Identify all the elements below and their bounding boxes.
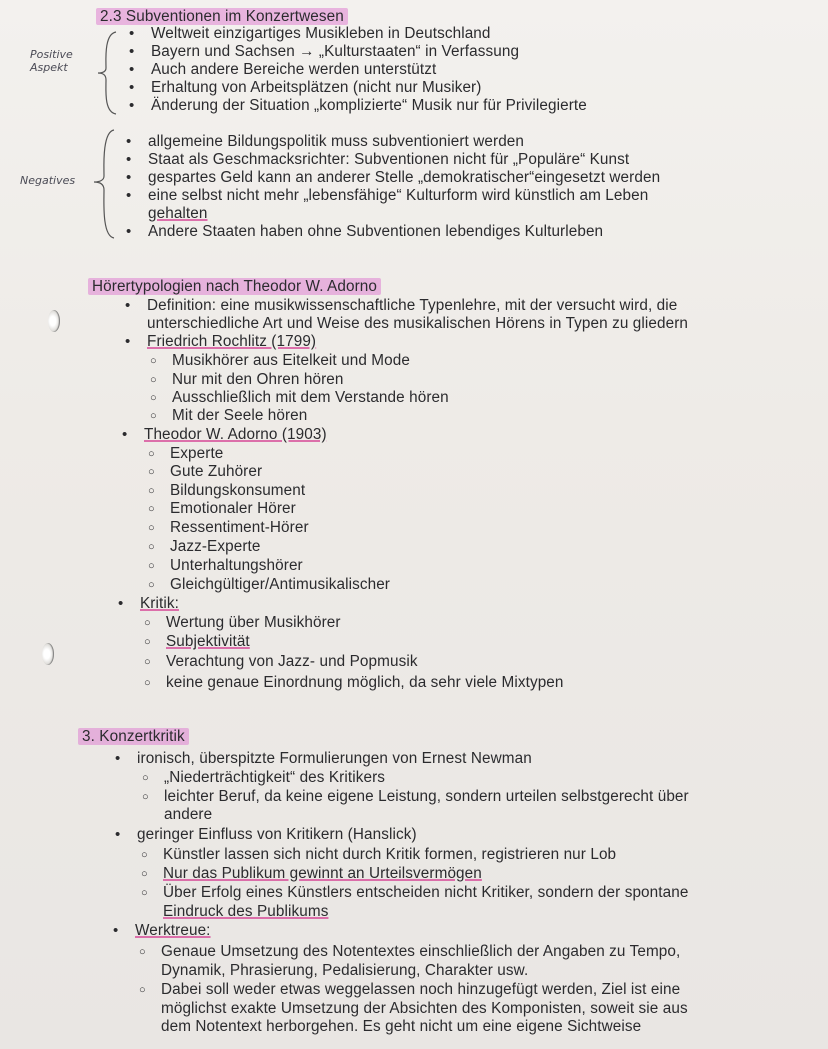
negative-item: • Staat als Geschmacksrichter: Subventionen nicht für „Populäre“ Kunst — [148, 151, 629, 169]
kritik-subitem: ○ „Niederträchtigkeit“ des Kritikers — [164, 769, 385, 787]
kritik-subitem: ○ Dabei soll weder etwas weggelassen noch hinzugefügt werden, Ziel ist eine — [161, 981, 680, 999]
kritik-subitem-continuation: andere — [164, 806, 213, 823]
rochlitz-item: ○ Nur mit den Ohren hören — [172, 371, 344, 389]
kritik-item: ○ Wertung über Musikhörer — [166, 614, 341, 632]
positive-item: • Erhaltung von Arbeitsplätzen (nicht nur Musiker) — [151, 79, 481, 97]
adorno-item: ○ Jazz-Experte — [170, 538, 260, 556]
brace-positive — [94, 30, 120, 116]
brace-negative — [92, 128, 118, 240]
adorno-item: ○ Bildungskonsument — [170, 482, 305, 500]
definition-line: • Definition: eine musikwissenschaftliche Typenlehre, mit der versucht wird, die — [147, 297, 677, 315]
negative-item: • Andere Staaten haben ohne Subventionen lebendiges Kulturleben — [148, 223, 603, 241]
positive-item: • Änderung der Situation „komplizierte“ Musik nur für Privilegierte — [151, 97, 587, 115]
negative-item: • allgemeine Bildungspolitik muss subventioniert werden — [148, 133, 524, 151]
adorno-title: • Theodor W. Adorno (1903) — [144, 426, 327, 444]
adorno-item: ○ Gleichgültiger/Antimusikalischer — [170, 576, 390, 594]
adorno-item: ○ Ressentiment-Hörer — [170, 519, 309, 537]
adorno-item: ○ Unterhaltungshörer — [170, 557, 303, 575]
rochlitz-item: ○ Mit der Seele hören — [172, 407, 307, 425]
rochlitz-item: ○ Ausschließlich mit dem Verstande hören — [172, 389, 449, 407]
rochlitz-title: • Friedrich Rochlitz (1799) — [147, 333, 316, 351]
kritik-subitem: ○ Nur das Publikum gewinnt an Urteilsvermögen — [163, 865, 482, 883]
handwritten-positive-label: Positive Aspekt — [30, 48, 73, 74]
section-heading-konzertkritik: 3. Konzertkritik — [78, 728, 189, 746]
kritik-item: ○ keine genaue Einordnung möglich, da sehr viele Mixtypen — [166, 674, 564, 692]
negative-item-continuation: gehalten — [148, 205, 208, 222]
kritik-subitem: ○ Künstler lassen sich nicht durch Kritik formen, registrieren nur Lob — [163, 846, 616, 864]
kritik-title: • Kritik: — [140, 595, 179, 613]
kritik-bullet: • ironisch, überspitzte Formulierungen von Ernest Newman — [137, 750, 532, 768]
rochlitz-item: ○ Musikhörer aus Eitelkeit und Mode — [172, 352, 410, 370]
adorno-item: ○ Gute Zuhörer — [170, 463, 262, 481]
section-heading-hoertypologien: Hörertypologien nach Theodor W. Adorno — [88, 278, 381, 296]
positive-item: • Weltweit einzigartiges Musikleben in Deutschland — [151, 25, 491, 43]
handwritten-negatives-label: Negatives — [20, 174, 76, 187]
punch-hole — [42, 643, 54, 665]
definition-line-continuation: unterschiedliche Art und Weise des musikalischen Hörens in Typen zu gliedern — [147, 315, 689, 332]
kritik-item: ○ Subjektivität — [166, 633, 250, 651]
kritik-subitem-continuation: Dynamik, Phrasierung, Pedalisierung, Charakter usw. — [161, 962, 529, 979]
section-heading-subventionen: 2.3 Subventionen im Konzertwesen — [96, 8, 348, 26]
kritik-subitem: ○ Genaue Umsetzung des Notentextes einschließlich der Angaben zu Tempo, — [161, 943, 680, 961]
kritik-subitem-continuation: dem Notentext herborgehen. Es geht nicht um eine eigene Sichtweise — [161, 1018, 642, 1035]
positive-item: • Auch andere Bereiche werden unterstützt — [151, 61, 436, 79]
negative-item: • gespartes Geld kann an anderer Stelle „demokratischer“eingesetzt werden — [148, 169, 660, 187]
positive-item: • Bayern und Sachsen → „Kulturstaaten“ in Verfassung — [151, 43, 519, 61]
adorno-item: ○ Experte — [170, 445, 223, 463]
kritik-bullet: • Werktreue: — [135, 922, 211, 940]
kritik-subitem-continuation: möglichst exakte Umsetzung der Absichten des Komponisten, soweit sie aus — [161, 1000, 688, 1017]
kritik-bullet: • geringer Einfluss von Kritikern (Hanslick) — [137, 826, 417, 844]
kritik-subitem: ○ Über Erfolg eines Künstlers entscheiden nicht Kritiker, sondern der spontane — [163, 884, 688, 902]
negative-item: • eine selbst nicht mehr „lebensfähige“ Kulturform wird künstlich am Leben — [148, 187, 648, 205]
kritik-subitem: ○ leichter Beruf, da keine eigene Leistung, sondern urteilen selbstgerecht über — [164, 788, 689, 806]
kritik-subitem-continuation: Eindruck des Publikums — [163, 903, 329, 920]
punch-hole — [48, 310, 60, 332]
kritik-item: ○ Verachtung von Jazz- und Popmusik — [166, 653, 418, 671]
adorno-item: ○ Emotionaler Hörer — [170, 500, 296, 518]
